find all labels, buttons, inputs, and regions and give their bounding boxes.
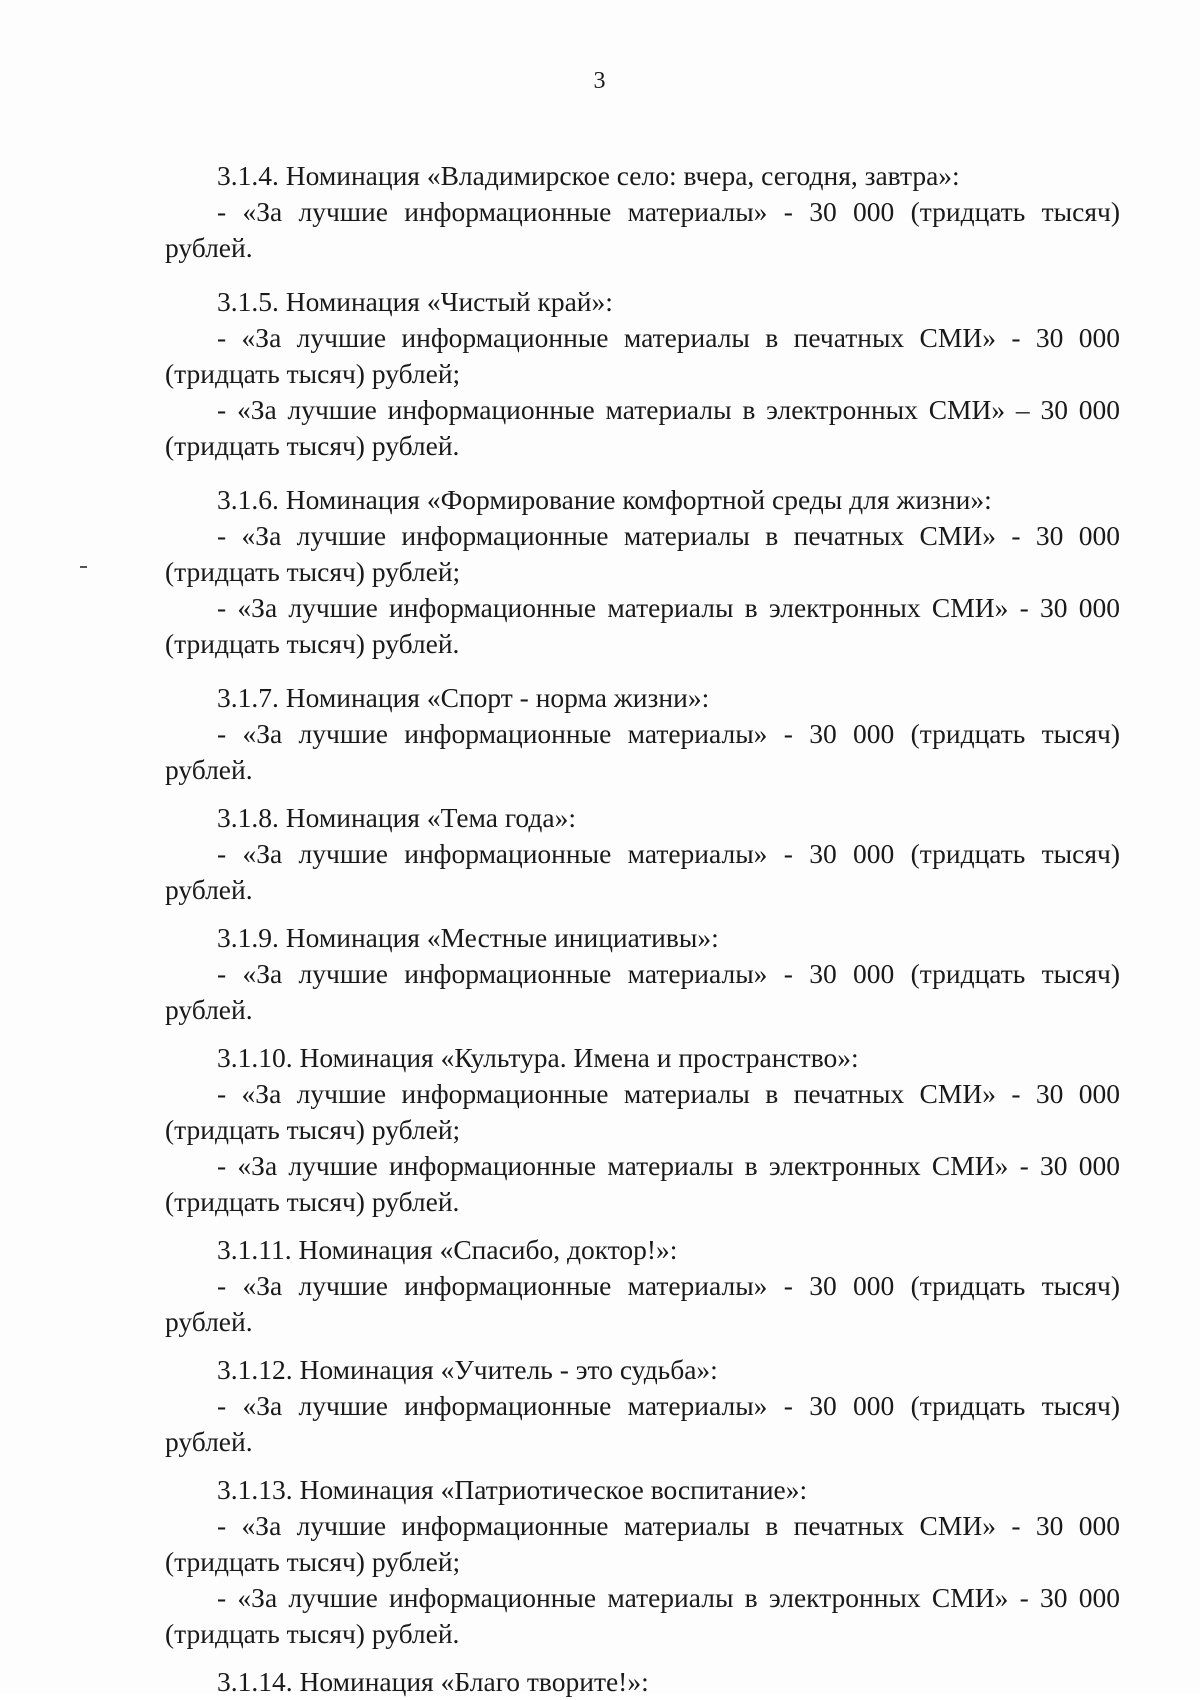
section-3-1-4 [165, 158, 1120, 266]
section-heading: 3.1.14. Номинация «Благо творите!»: [217, 1666, 649, 1697]
section-heading: 3.1.5. Номинация «Чистый край»: [217, 286, 613, 317]
prize-item: - «За лучшие информационные материалы в печатных СМИ» - 30 000 (тридцать тысяч) рублей; [165, 1078, 1120, 1145]
section-3-1-6 [165, 482, 1120, 662]
prize-item: - «За лучшие информационные материалы» - 30 000 (тридцать тысяч) рублей. [165, 1390, 1120, 1457]
prize-item: - «За лучшие информационные материалы» - 30 000 (тридцать тысяч) рублей. [165, 838, 1120, 905]
section-3-1-7 [165, 680, 1120, 788]
prize-item: - «За лучшие информационные материалы в электронных СМИ» - 30 000 (тридцать тысяч) рублей. [165, 1582, 1120, 1649]
prize-item: - «За лучшие информационные материалы в электронных СМИ» – 30 000 (тридцать тысяч) рублей. [165, 394, 1120, 461]
section-3-1-5 [165, 284, 1120, 464]
scan-mark [80, 566, 87, 568]
prize-item: - «За лучшие информационные материалы в электронных СМИ» - 30 000 (тридцать тысяч) рублей. [165, 592, 1120, 659]
section-3-1-8 [165, 800, 1120, 908]
section-3-1-13 [165, 1472, 1120, 1652]
prize-item: - «За лучшие информационные материалы» - 30 000 (тридцать тысяч) рублей. [165, 1270, 1120, 1337]
section-heading: 3.1.7. Номинация «Спорт - норма жизни»: [217, 682, 710, 713]
section-3-1-12 [165, 1352, 1120, 1460]
section-heading: 3.1.13. Номинация «Патриотическое воспитание»: [217, 1474, 808, 1505]
prize-item: - «За лучшие информационные материалы в печатных СМИ» - 30 000 (тридцать тысяч) рублей; [165, 520, 1120, 587]
prize-item: - «За лучшие информационные материалы в печатных СМИ» - 30 000 (тридцать тысяч) рублей; [165, 322, 1120, 389]
section-heading: 3.1.8. Номинация «Тема года»: [217, 802, 576, 833]
section-3-1-10 [165, 1040, 1120, 1220]
document-body [165, 158, 1120, 1700]
section-3-1-11 [165, 1232, 1120, 1340]
section-3-1-14 [165, 1664, 1120, 1700]
section-heading: 3.1.4. Номинация «Владимирское село: вчера, сегодня, завтра»: [217, 160, 960, 191]
prize-item: - «За лучшие информационные материалы» - 30 000 (тридцать тысяч) рублей. [165, 718, 1120, 785]
prize-item: - «За лучшие информационные материалы в электронных СМИ» - 30 000 (тридцать тысяч) рублей. [165, 1150, 1120, 1217]
section-heading: 3.1.10. Номинация «Культура. Имена и пространство»: [217, 1042, 859, 1073]
section-heading: 3.1.9. Номинация «Местные инициативы»: [217, 922, 719, 953]
prize-item: - «За лучшие информационные материалы» - 30 000 (тридцать тысяч) рублей. [165, 196, 1120, 263]
section-3-1-9 [165, 920, 1120, 1028]
section-heading: 3.1.12. Номинация «Учитель - это судьба»: [217, 1354, 718, 1385]
page-number: 3 [593, 68, 607, 94]
section-heading: 3.1.6. Номинация «Формирование комфортной среды для жизни»: [217, 484, 992, 515]
section-heading: 3.1.11. Номинация «Спасибо, доктор!»: [217, 1234, 678, 1265]
prize-item: - «За лучшие информационные материалы» - 30 000 (тридцать тысяч) рублей. [165, 958, 1120, 1025]
prize-item: - «За лучшие информационные материалы в печатных СМИ» - 30 000 (тридцать тысяч) рублей; [165, 1510, 1120, 1577]
